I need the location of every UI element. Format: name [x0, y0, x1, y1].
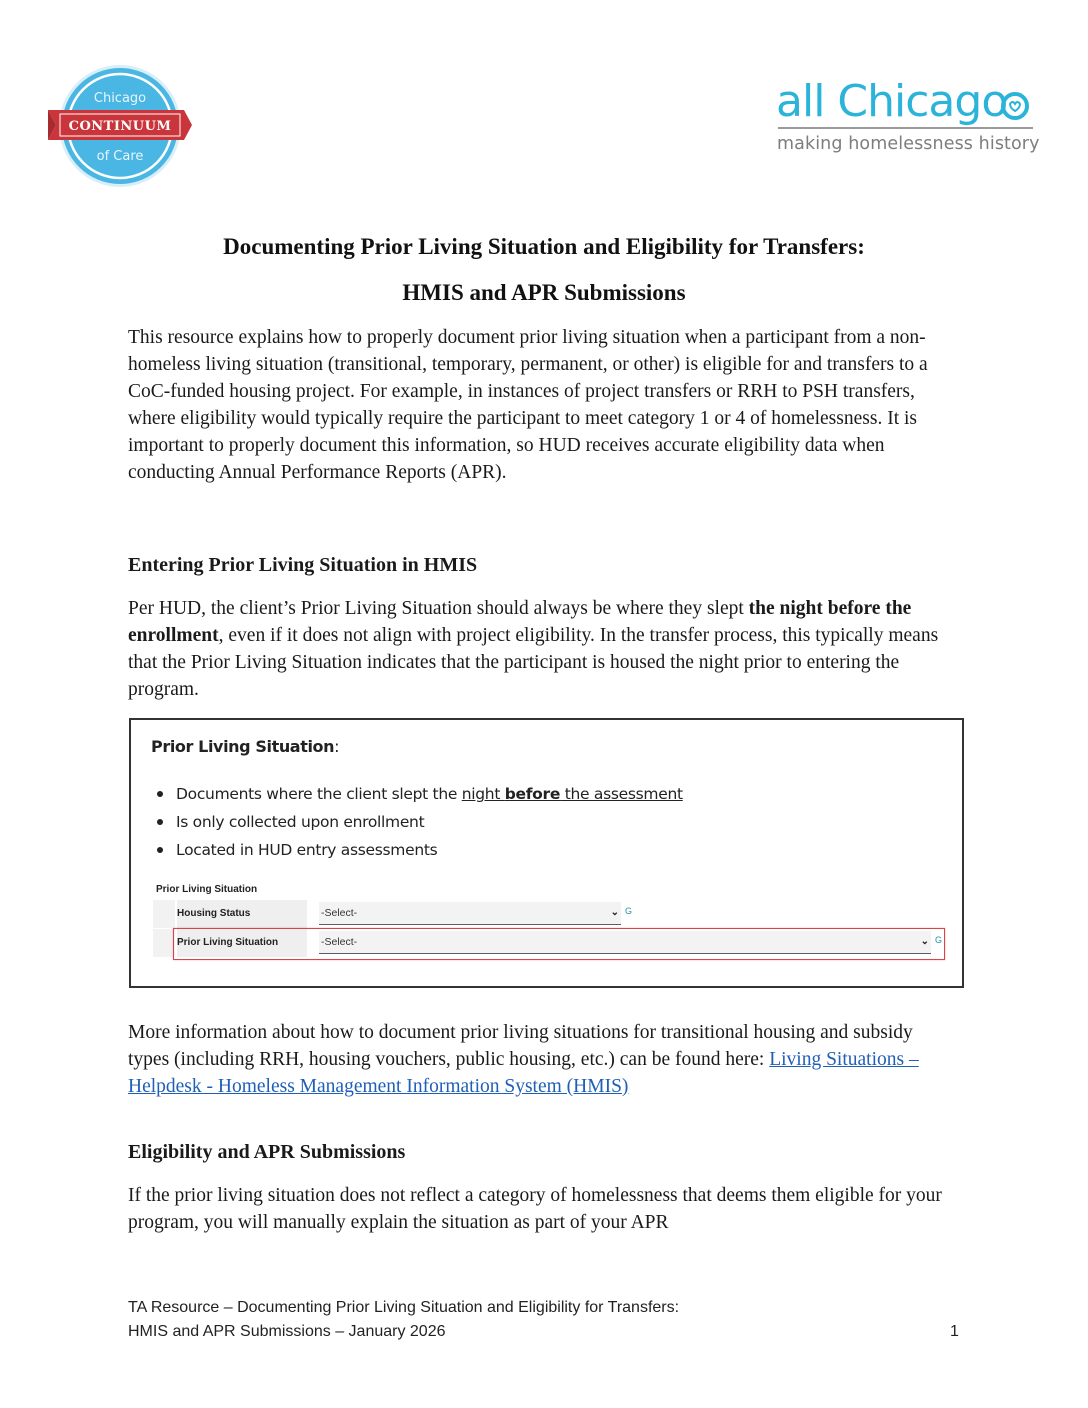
coc-logo-graphic [44, 62, 194, 190]
coc-logo-top-text: Chicago [93, 91, 147, 106]
chicago-continuum-of-care-logo [44, 62, 194, 190]
help-icon[interactable]: G [625, 906, 633, 916]
help-icon[interactable]: G [935, 935, 943, 945]
chevron-down-icon: ⌄ [920, 936, 929, 947]
logo-divider [778, 127, 1033, 129]
bullet-icon [157, 791, 163, 797]
form-label-text: Housing Status [177, 908, 251, 919]
per-hud-text-pre: Per HUD, the client’s Prior Living Situation should always be where they slept [128, 598, 749, 619]
living-situations-helpdesk-link[interactable]: Living Situations – Helpdesk - Homeless Management Information System (HMIS) [128, 1049, 919, 1097]
screenshot-title-colon: : [334, 737, 340, 756]
bullet-text-bold: before [504, 785, 561, 803]
housing-status-select[interactable] [319, 902, 621, 925]
all-chicago-logo [774, 76, 1040, 160]
bullet-text: Documents where the client slept the [176, 785, 462, 803]
per-hud-text-post: , even if it does not align with project eligibility. In the transfer process, this typically means that the Prior Living Situation indicates that the participant is housed the night prior to entering the program. [128, 625, 939, 700]
all-chicago-tagline: making homelessness history [777, 134, 1040, 154]
bullet-item [157, 836, 683, 864]
row-gutter [153, 900, 175, 928]
coc-logo-bottom-text: of Care [96, 149, 144, 164]
per-hud-text-bold: the night before the enrollment [128, 598, 912, 646]
intro-paragraph: This resource explains how to properly document prior living situation when a participant from a non-homeless living situation (transitional, temporary, permanent, or other) is eligible for and transfers to a CoC-funded housing project. For example, in instances of project transfers or RRH to PSH transfers, where eligibility would typically require the participant to meet category 1 or 4 of homelessness. It is important to properly document this information, so HUD receives accurate eligibility data when conducting Annual Performance Reports (APR). [128, 327, 928, 483]
screenshot-title-text: Prior Living Situation [151, 737, 335, 756]
bullet-text: Is only collected upon enrollment [176, 813, 425, 831]
per-hud-paragraph [128, 595, 958, 703]
bullet-item [157, 808, 683, 836]
red-highlight-box [173, 928, 945, 960]
bullet-text-underlined: night [461, 785, 505, 803]
eligibility-paragraph: If the prior living situation does not reflect a category of homelessness that deems them eligible for your program, you will manually explain the situation as part of your APR [128, 1185, 942, 1233]
document-title: Documenting Prior Living Situation and Eligibility for Transfers: [223, 234, 865, 259]
more-info-text: More information about how to document prior living situations for transitional housing and subsidy types (including RRH, housing vouchers, public housing, etc.) can be found here: [128, 1022, 913, 1070]
screenshot-bullet-list [157, 780, 683, 864]
chevron-down-icon: ⌄ [610, 907, 619, 918]
footer-line-2: HMIS and APR Submissions – January 2026 [128, 1323, 446, 1340]
coc-logo-banner-text: CONTINUUM [68, 119, 172, 134]
footer-line-1: TA Resource – Documenting Prior Living Situation and Eligibility for Transfers: [128, 1299, 680, 1316]
select-value: -Select- [321, 907, 358, 919]
document-subtitle: HMIS and APR Submissions [402, 280, 686, 305]
hmis-screenshot-figure [129, 718, 964, 988]
bullet-icon [157, 847, 163, 853]
section-heading-eligibility-apr: Eligibility and APR Submissions [128, 1141, 406, 1163]
select-value: -Select- [321, 936, 358, 948]
bullet-text-underlined: the assessment [560, 785, 683, 803]
form-label [177, 900, 307, 928]
form-row-housing-status [153, 900, 633, 928]
form-section-caption: Prior Living Situation [156, 884, 258, 895]
bullet-text: Located in HUD entry assessments [176, 841, 438, 859]
all-chicago-wordmark: all Chicago [776, 76, 1008, 127]
more-info-paragraph [128, 1019, 958, 1100]
section-heading-entering-prior-living-situation: Entering Prior Living Situation in HMIS [128, 554, 478, 576]
bullet-icon [157, 819, 163, 825]
row-gutter [153, 929, 175, 957]
page-number: 1 [950, 1323, 959, 1340]
form-label-text: Prior Living Situation [177, 937, 279, 948]
bullet-item [157, 780, 683, 808]
heart-swirl-icon [999, 88, 1031, 124]
screenshot-title [151, 737, 339, 756]
